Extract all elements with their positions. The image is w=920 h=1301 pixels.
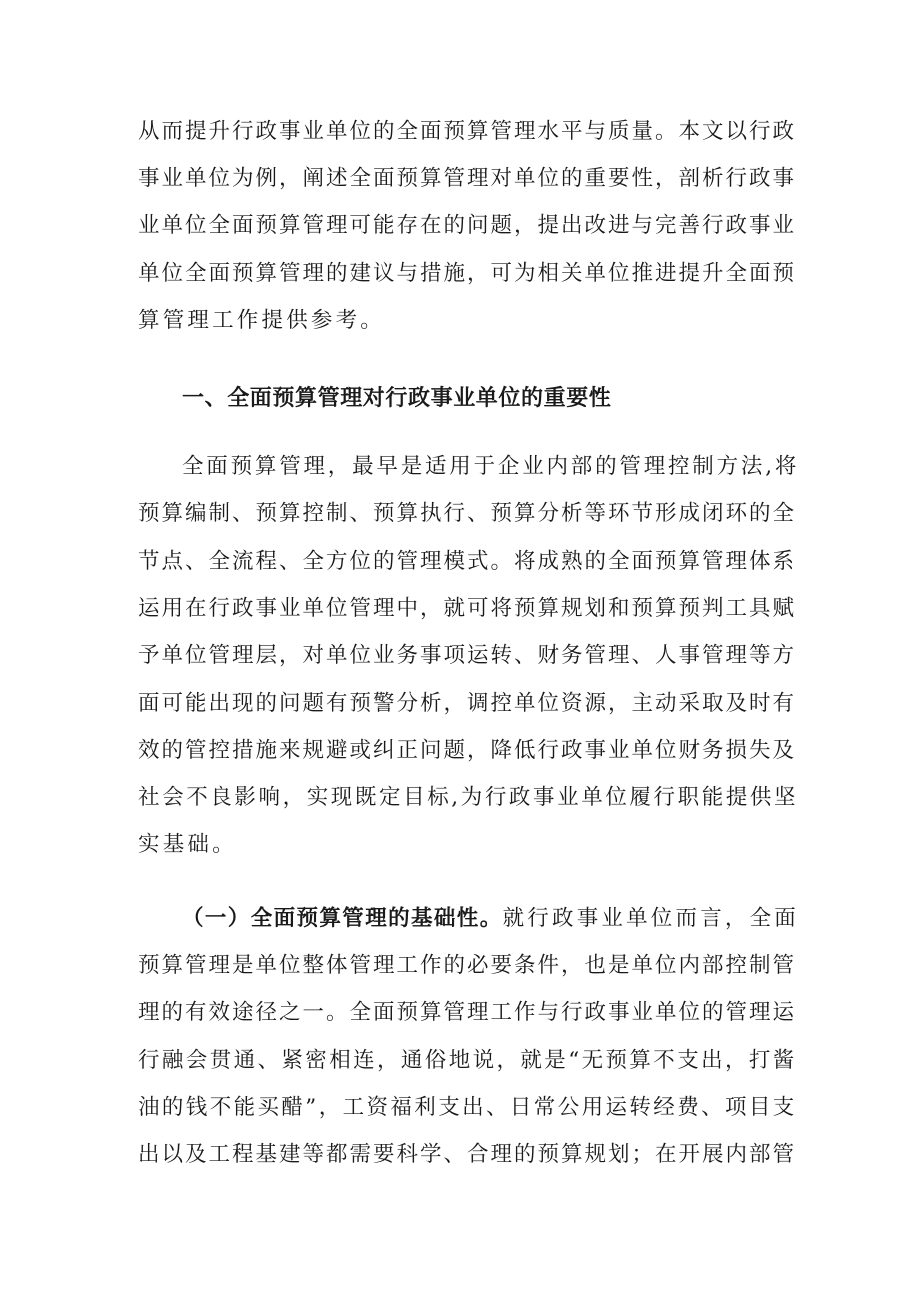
intro-line-4: 单位全面预算管理的建议与措施，可为相关单位推进提升全面预 [138,261,797,286]
subsection-first-line-rest: 就行政事业单位而言，全面 [502,906,800,931]
section-line-3: 节点、全流程、全方位的管理模式。将成熟的全面预算管理体系 [138,549,797,574]
subsection-line-5: 油的钱不能买醋”，工资福利支出、日常公用运转经费、项目支 [138,1095,797,1120]
subsection-line-4: 行融会贯通、紧密相连，通俗地说，就是“无预算不支出，打酱 [138,1048,797,1073]
subsection-line-2: 预算管理是单位整体管理工作的必要条件，也是单位内部控制管 [138,953,797,978]
section-line-1: 全面预算管理，最早是适用于企业内部的管理控制方法,将 [182,454,800,479]
subsection-lead: （一）全面预算管理的基础性。 [182,906,503,931]
subsection-line-3: 理的有效途径之一。全面预算管理工作与行政事业单位的管理运 [138,1000,797,1025]
subsection-line-1 [182,904,798,934]
section-heading: 一、全面预算管理对行政事业单位的重要性 [182,386,612,411]
section-line-8: 社会不良影响，实现既定目标,为行政事业单位履行职能提供坚 [138,785,799,810]
section-line-9: 实基础。 [138,832,237,857]
intro-line-1: 从而提升行政事业单位的全面预算管理水平与质量。本文以行政 [138,119,797,144]
subsection-line-6: 出以及工程基建等都需要科学、合理的预算规划；在开展内部管 [138,1142,797,1167]
section-line-7: 效的管控措施来规避或纠正问题，降低行政事业单位财务损失及 [138,738,797,763]
intro-line-3: 业单位全面预算管理可能存在的问题，提出改进与完善行政事业 [138,213,797,238]
section-line-2: 预算编制、预算控制、预算执行、预算分析等环节形成闭环的全 [138,501,797,526]
intro-line-2: 事业单位为例，阐述全面预算管理对单位的重要性，剖析行政事 [138,166,797,191]
intro-line-5: 算管理工作提供参考。 [138,308,386,333]
section-line-4: 运用在行政事业单位管理中，就可将预算规划和预算预判工具赋 [138,596,797,621]
section-line-6: 面可能出现的问题有预警分析，调控单位资源，主动采取及时有 [138,691,797,716]
section-line-5: 予单位管理层，对单位业务事项运转、财务管理、人事管理等方 [138,643,797,668]
